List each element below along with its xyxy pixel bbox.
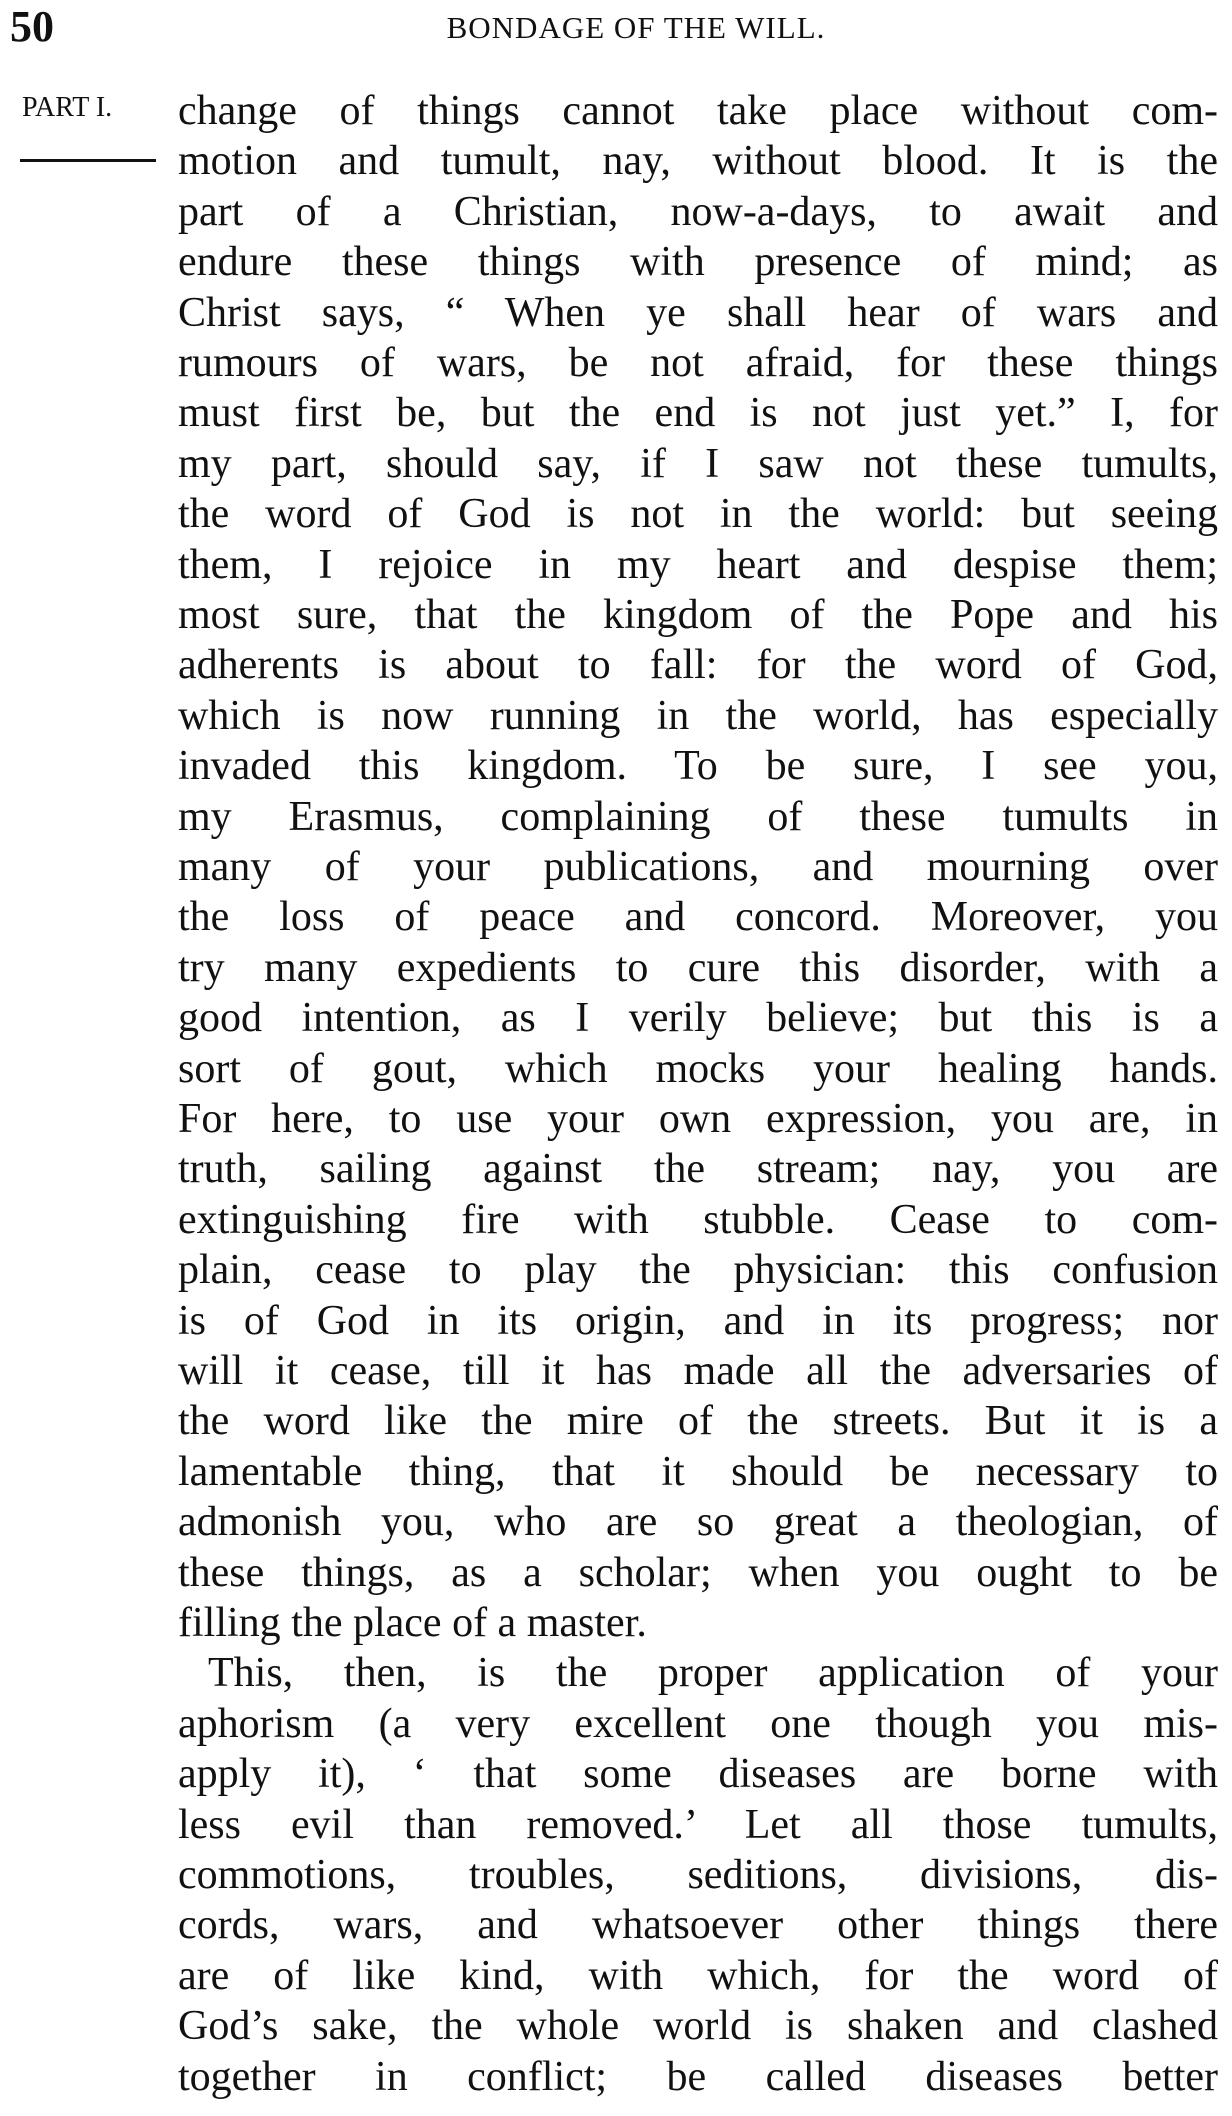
text-line: cords, wars, and whatsoever other things there xyxy=(178,1902,1218,1949)
text-line: God’s sake, the whole world is shaken and clashed xyxy=(178,2003,1218,2050)
text-line: aphorism (a very excellent one though you mis- xyxy=(178,1700,1218,1747)
text-line: sort of gout, which mocks your healing hands. xyxy=(178,1045,1218,1092)
text-line: lamentable thing, that it should be necessary to xyxy=(178,1448,1218,1495)
text-line: For here, to use your own expression, you are, in xyxy=(178,1096,1218,1142)
text-line: try many expedients to cure this disorder, with a xyxy=(178,944,1218,991)
text-line: adherents is about to fall: for the word of God, xyxy=(178,642,1218,689)
text-line: filling the place of a master. xyxy=(178,1600,647,1646)
text-line: is of God in its origin, and in its progress; nor xyxy=(178,1297,1218,1344)
text-line: commotions, troubles, seditions, divisions, dis- xyxy=(178,1852,1218,1898)
text-line: extinguishing fire with stubble. Cease to com- xyxy=(178,1196,1218,1243)
text-line: the word like the mire of the streets. But it is a xyxy=(178,1398,1218,1445)
text-line: together in conflict; be called diseases better xyxy=(178,2053,1218,2100)
text-line: This, then, is the proper application of your xyxy=(208,1650,1218,1697)
text-line: my Erasmus, complaining of these tumults in xyxy=(178,793,1218,840)
part-label: PART I. xyxy=(22,92,113,123)
text-line: these things, as a scholar; when you ought to be xyxy=(178,1549,1218,1596)
text-line: will it cease, till it has made all the adversaries of xyxy=(178,1348,1218,1394)
text-line: invaded this kingdom. To be sure, I see you, xyxy=(178,743,1218,790)
text-line: rumours of wars, be not afraid, for these things xyxy=(178,340,1218,386)
text-line: endure these things with presence of mind; as xyxy=(178,239,1218,286)
text-line: truth, sailing against the stream; nay, you are xyxy=(178,1146,1218,1193)
text-line: the word of God is not in the world: but seeing xyxy=(178,491,1218,538)
page-number: 50 xyxy=(10,2,54,51)
running-title: BONDAGE OF THE WILL. xyxy=(446,10,826,45)
text-line: them, I rejoice in my heart and despise them; xyxy=(178,541,1218,588)
text-line: change of things cannot take place without com- xyxy=(178,88,1218,134)
text-line: must first be, but the end is not just yet.” I, for xyxy=(178,390,1218,437)
text-line: admonish you, who are so great a theologian, of xyxy=(178,1499,1218,1546)
text-line: good intention, as I verily believe; but this is a xyxy=(178,995,1218,1042)
text-line: my part, should say, if I saw not these tumults, xyxy=(178,440,1218,487)
text-line: the loss of peace and concord. Moreover, you xyxy=(178,894,1218,941)
text-line: less evil than removed.’ Let all those tumults, xyxy=(178,1801,1218,1848)
text-line: many of your publications, and mourning over xyxy=(178,844,1218,890)
text-line: plain, cease to play the physician: this confusion xyxy=(178,1247,1218,1294)
text-line: most sure, that the kingdom of the Pope and his xyxy=(178,592,1218,638)
text-line: which is now running in the world, has especially xyxy=(178,692,1218,739)
text-line: motion and tumult, nay, without blood. It is the xyxy=(178,138,1218,185)
margin-rule xyxy=(20,159,156,162)
text-line: Christ says, “ When ye shall hear of wars and xyxy=(178,289,1218,336)
text-line: part of a Christian, now-a-days, to await and xyxy=(178,188,1218,235)
text-line: are of like kind, with which, for the word of xyxy=(178,1952,1218,1999)
text-line: apply it), ‘ that some diseases are borne with xyxy=(178,1751,1218,1798)
